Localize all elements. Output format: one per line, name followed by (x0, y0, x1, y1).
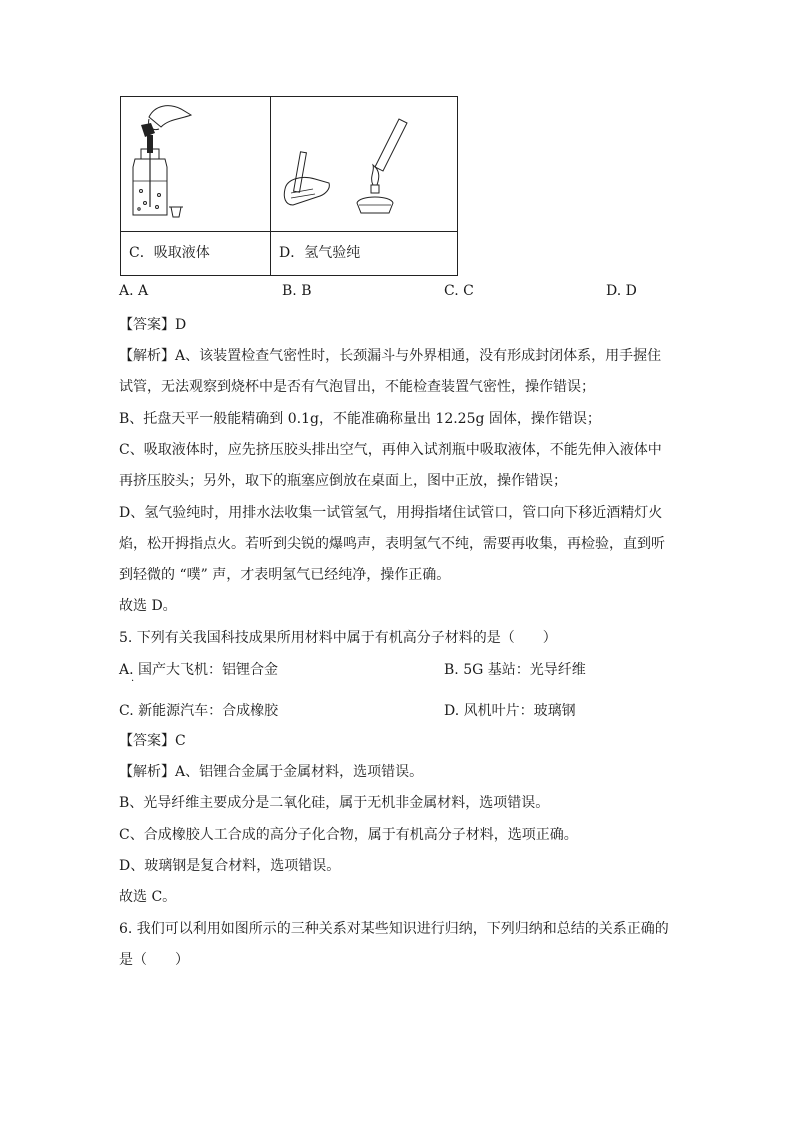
q4-analysis-line: 【解析】A、该装置检查气密性时，长颈漏斗与外界相通，没有形成封闭体系，用手握住 (119, 348, 662, 364)
experiment-figure-table (120, 96, 458, 276)
q4-analysis-line: 焰，松开拇指点火。若听到尖锐的爆鸣声，表明氢气不纯，需要再收集，再检验，直到听 (119, 536, 665, 552)
q5-analysis-line: C、合成橡胶人工合成的高分子化合物，属于有机高分子材料，选项正确。 (119, 827, 578, 843)
figure-cell-c (121, 97, 271, 232)
q5-analysis-line: D、玻璃钢是复合材料，选项错误。 (119, 858, 341, 874)
q5-conclusion: 故选 C。 (119, 889, 177, 905)
dropper-bottle-icon (121, 97, 270, 231)
figure-label-c: C．吸取液体 (121, 232, 271, 276)
q6-stem-line: 6. 我们可以利用如图所示的三种关系对某些知识进行归纳，下列归纳和总结的关系正确的 (119, 921, 669, 937)
q4-analysis-line: D、氢气验纯时，用排水法收集一试管氢气，用拇指堵住试管口，管口向下移近酒精灯火 (119, 505, 663, 521)
q5-option-a: A. 国产大飞机：铝锂合金 (119, 662, 279, 678)
figure-label-d: D．氢气验纯 (271, 232, 458, 276)
q5-option-c: C. 新能源汽车：合成橡胶 (119, 703, 279, 719)
q4-choices (119, 283, 679, 303)
q4-conclusion: 故选 D。 (119, 598, 177, 614)
q6-stem-line: 是（ ） (119, 952, 189, 968)
q5-stem: 5. 下列有关我国科技成果所用材料中属于有机高分子材料的是（ ） (119, 630, 557, 646)
q5-option-d: D. 风机叶片：玻璃钢 (444, 703, 576, 719)
q5-answer: 【答案】C (119, 733, 186, 749)
q4-analysis-line: 到轻微的 “噗” 声，才表明氢气已经纯净，操作正确。 (119, 567, 451, 583)
dropper-bottle-illustration (121, 97, 270, 231)
q5-analysis-line: 【解析】A、铝锂合金属于金属材料，选项错误。 (119, 764, 424, 780)
hydrogen-test-illustration (271, 97, 457, 231)
q5-options-row-2 (119, 700, 679, 720)
q4-choice-d: D. D (606, 283, 637, 299)
q4-choice-a: A. A (119, 283, 149, 299)
q4-analysis-line: 试管，无法观察到烧杯中是否有气泡冒出，不能检查装置气密性，操作错误； (119, 379, 595, 395)
figure-cell-d (271, 97, 458, 232)
q4-analysis-line: B、托盘天平一般能精确到 0.1g，不能准确称量出 12.25g 固体，操作错误； (119, 411, 601, 427)
decorative-dot: · (131, 676, 135, 687)
q4-answer: 【答案】D (119, 317, 187, 333)
q5-analysis-line: B、光导纤维主要成分是二氧化硅，属于无机非金属材料，选项错误。 (119, 795, 550, 811)
q4-choice-c: C. C (444, 283, 474, 299)
q4-analysis-line: 再挤压胶头；另外，取下的瓶塞应倒放在桌面上，图中正放，操作错误； (119, 473, 567, 489)
q5-options-row-1 (119, 659, 679, 679)
q4-analysis-line: C、吸取液体时，应先挤压胶头排出空气，再伸入试剂瓶中吸取液体，不能先伸入液体中 (119, 442, 662, 458)
test-tube-alcohol-lamp-icon (271, 97, 457, 231)
q5-option-b: B. 5G 基站：光导纤维 (444, 662, 586, 678)
q4-choice-b: B. B (282, 283, 312, 299)
